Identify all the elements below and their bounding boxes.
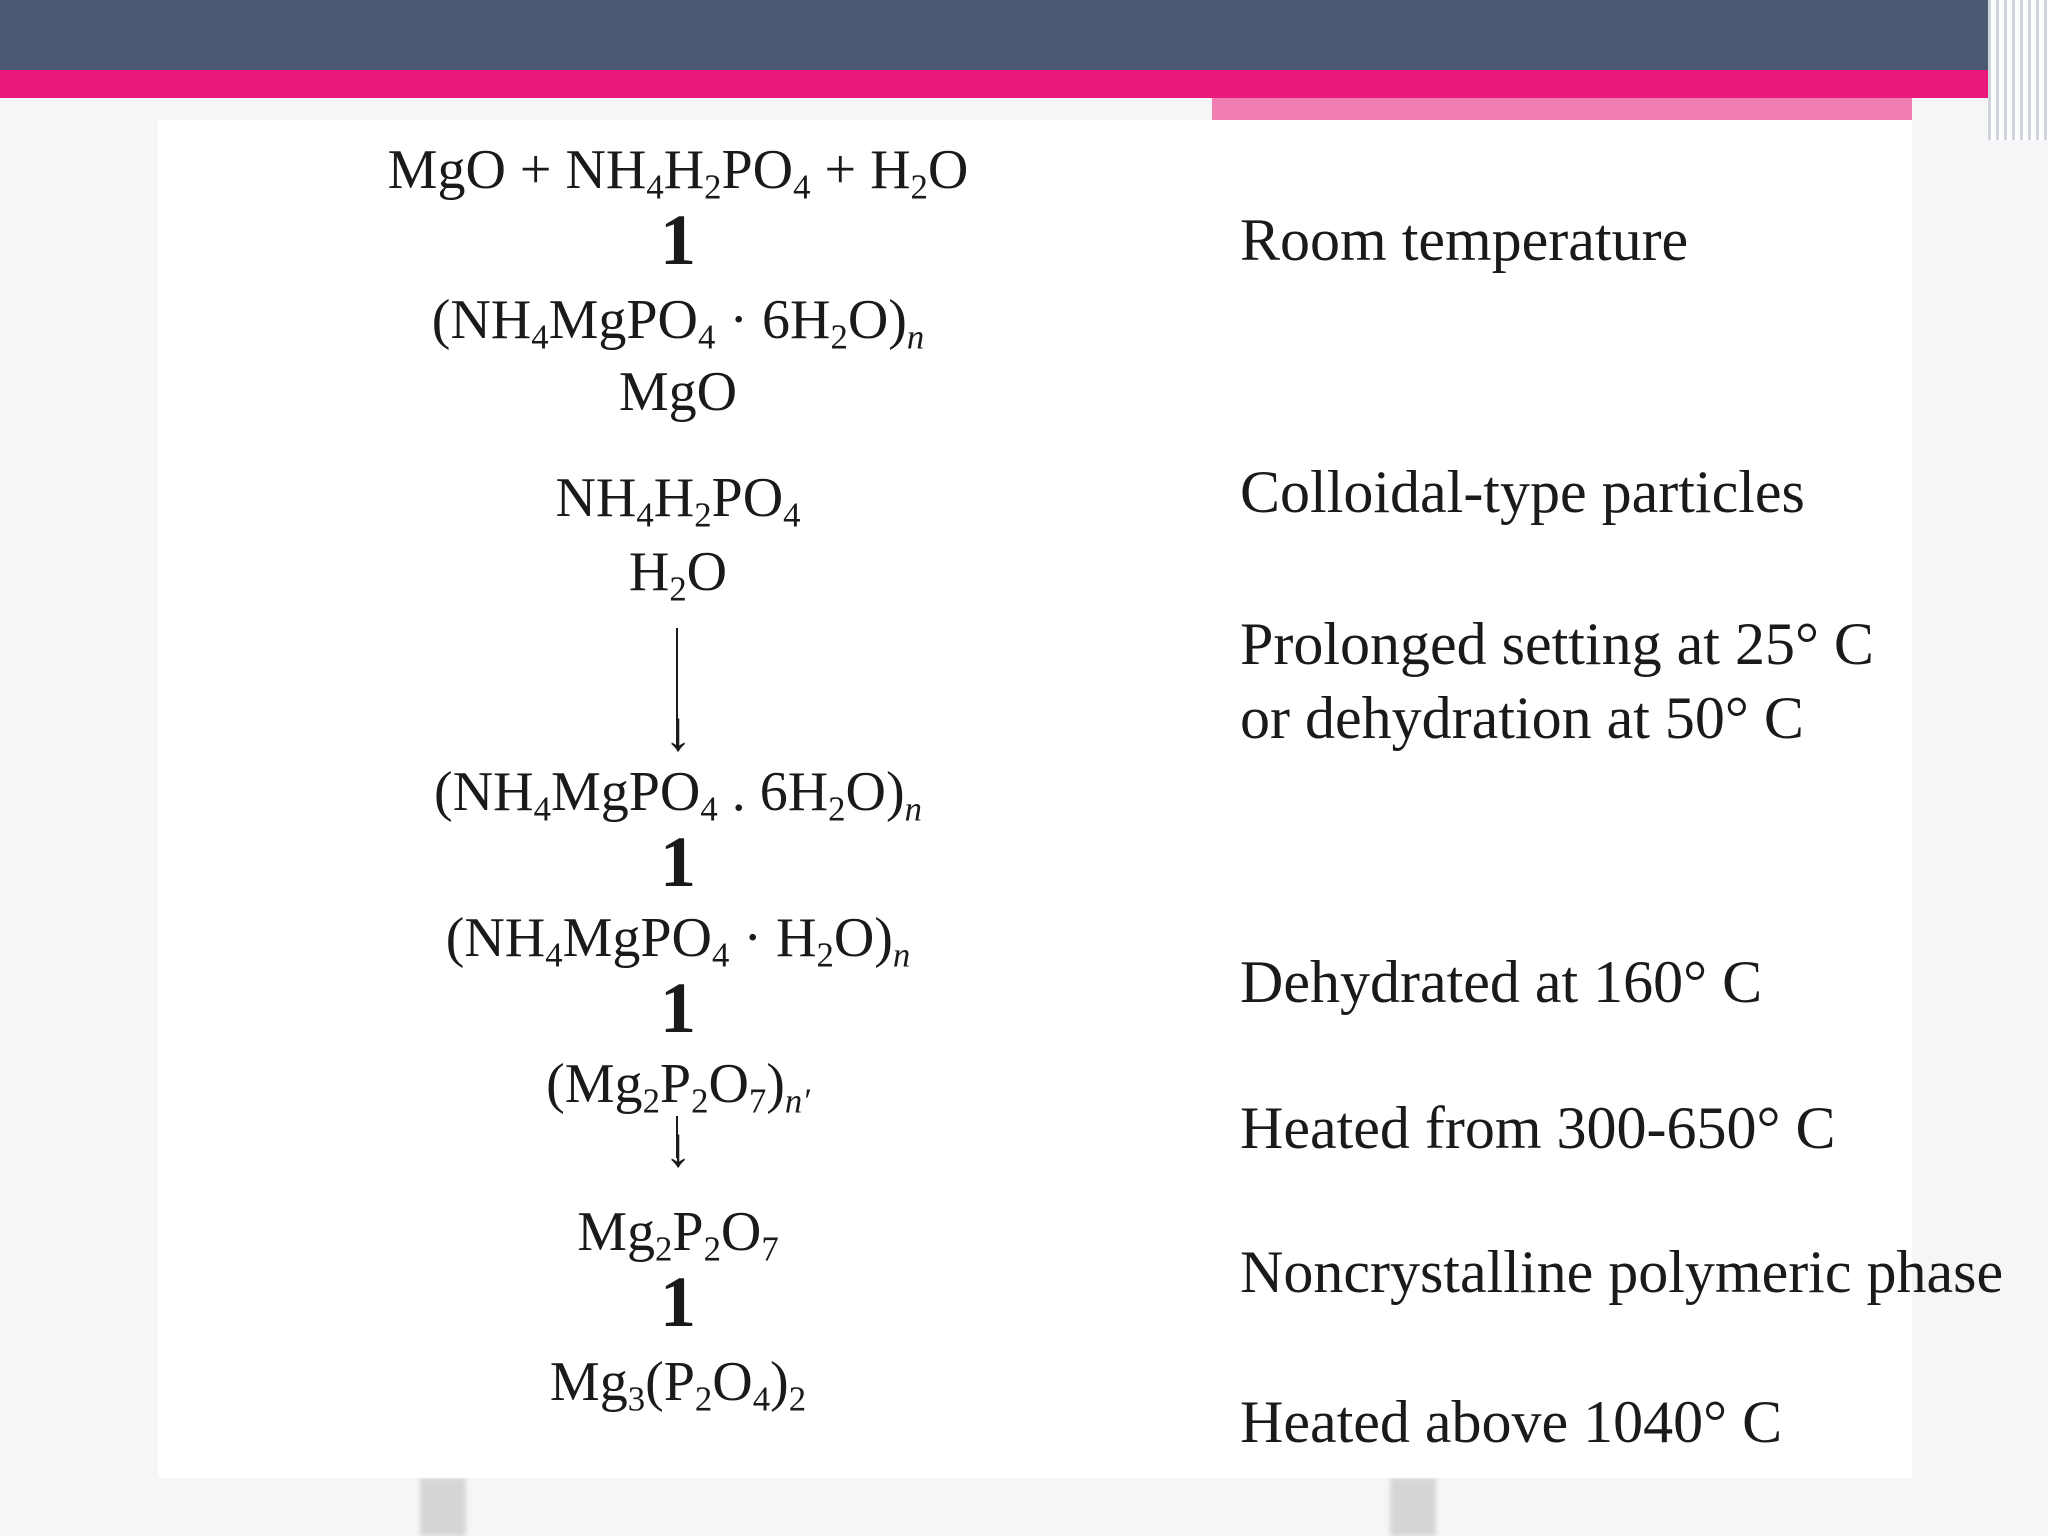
background-artifact: [1390, 1478, 1436, 1536]
condition-room-temperature: Room temperature: [1240, 207, 1689, 273]
hexahydrate-formula-polymer: ($NH_4MgPO_4$ . $6H_2O)_n$: [434, 761, 922, 829]
reactants-equation: MgO + $NH_4H_2PO_4 + H_2O$: [387, 139, 969, 207]
reaction-scheme-image: [158, 120, 2004, 1478]
down-arrow-icon: ↓: [664, 1117, 692, 1179]
down-arrow-icon: ↓: [664, 701, 692, 763]
nh4h2po4-formula: $NH_4H_2PO_4$: [555, 467, 801, 535]
condition-noncrystalline-phase: Noncrystalline polymeric phase: [1240, 1239, 2004, 1305]
polymeric-pyrophosphate-formula: $(Mg_2P_2O_7)_{n'}$: [546, 1053, 810, 1121]
slide-accent-stripe: [0, 70, 2048, 98]
condition-colloidal-particles: Colloidal-type particles: [1240, 459, 1805, 525]
condition-heated-above-1040: Heated above 1040° C: [1240, 1389, 1783, 1455]
slide-header-bar: [0, 0, 2048, 70]
corner-decoration: [1988, 0, 2048, 140]
condition-heated-300-650: Heated from 300-650° C: [1240, 1095, 1836, 1161]
condition-dehydration-50: or dehydration at 50° C: [1240, 685, 1804, 751]
mgo-formula: MgO: [618, 361, 738, 423]
slide-accent-stripe-light: [1212, 98, 1912, 120]
condition-prolonged-setting: Prolonged setting at 25° C: [1240, 611, 1874, 677]
pyrophosphate-formula: $Mg_2P_2O_7$: [577, 1201, 779, 1269]
reaction-arrow: 1: [660, 200, 696, 280]
hexahydrate-formula: $(NH_4MgPO_4 \cdot 6H_2O)_n$: [431, 289, 925, 357]
condition-dehydrated-160: Dehydrated at 160° C: [1240, 949, 1763, 1015]
reaction-arrow: 1: [660, 1262, 696, 1342]
reaction-arrow: 1: [660, 968, 696, 1048]
monohydrate-formula: $(NH_4MgPO_4 \cdot H_2O)_n$: [445, 907, 911, 975]
reaction-arrow: 1: [660, 822, 696, 902]
h2o-formula: $H_2O$: [628, 541, 728, 609]
final-product-formula: $Mg_3(P_2O_4)_2$: [549, 1351, 807, 1419]
background-artifact: [420, 1478, 466, 1536]
